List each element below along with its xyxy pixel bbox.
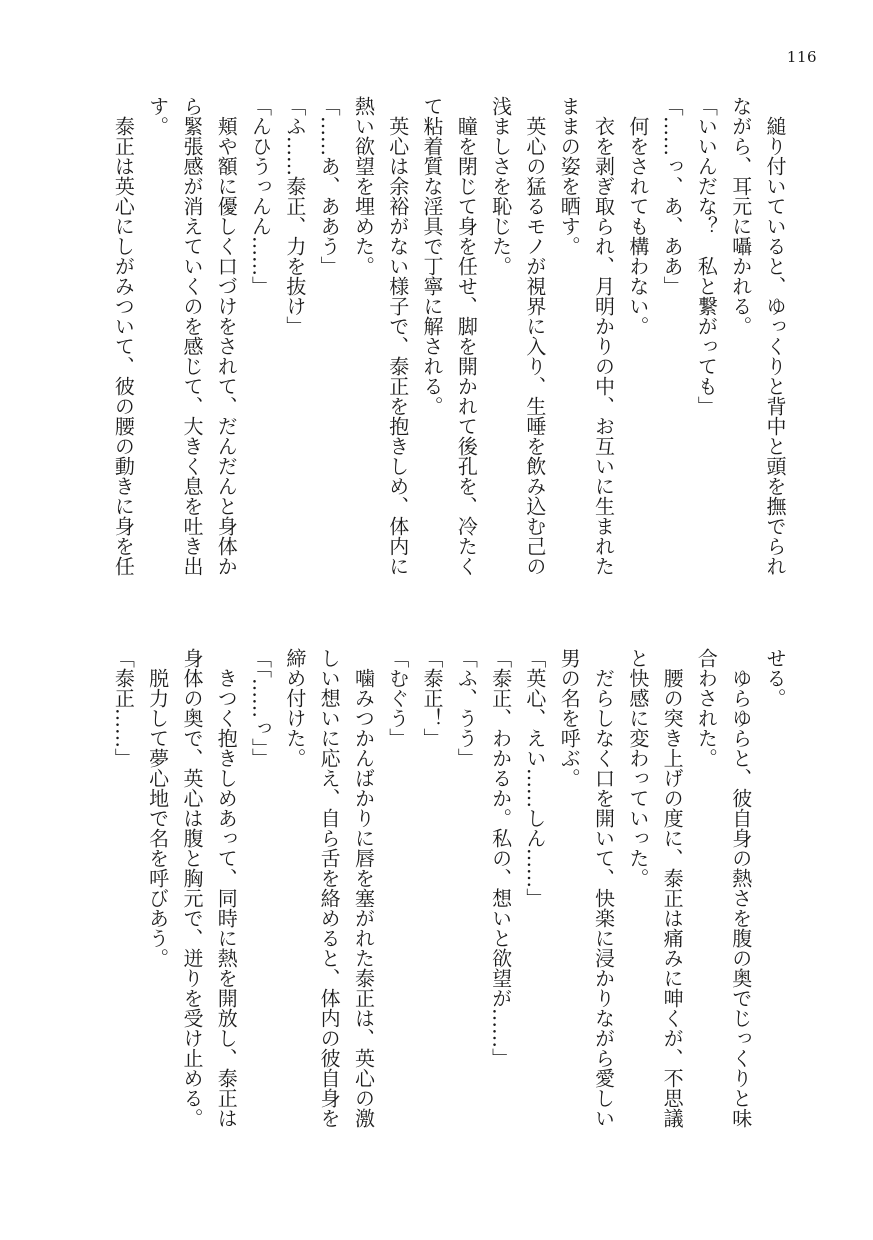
text-column: 衣を剥ぎ取られ、月明かりの中、お互いに生まれた xyxy=(591,96,616,576)
text-column: ながら、耳元に囁かれる。 xyxy=(728,96,753,336)
text-column: 浅ましさを恥じた。 xyxy=(488,96,513,276)
text-column: 「泰正！」 xyxy=(420,648,445,748)
text-column: 合わされた。 xyxy=(694,648,719,768)
text-column: 英心の猛るモノが視界に入り、生唾を飲み込む己の xyxy=(522,96,547,576)
text-column: 噛みつかんばかりに唇を塞がれた泰正は、英心の激 xyxy=(351,648,376,1128)
text-column: 「んひうっんん……」 xyxy=(248,96,273,296)
text-column: 男の名を呼ぶ。 xyxy=(557,648,582,788)
text-column: せる。 xyxy=(763,648,787,708)
text-column: しい想いに応え、自ら舌を絡めると、体内の彼自身を xyxy=(317,648,342,1128)
text-column: 「「……っ」」 xyxy=(248,648,273,768)
text-column: 瞳を閉じて身を任せ、脚を開かれて後孔を、冷たく xyxy=(454,96,479,576)
text-column: 頬や額に優しく口づけをされて、だんだんと身体か xyxy=(214,96,239,576)
text-column: 「泰正、わかるか。私の、想いと欲望が……」 xyxy=(488,648,513,1068)
text-column: 何をされても構わない。 xyxy=(625,96,650,336)
text-column: す。 xyxy=(145,96,170,136)
lower-text-block xyxy=(106,648,792,1130)
text-column: ままの姿を晒す。 xyxy=(557,96,582,256)
text-column: 「むぐう」 xyxy=(385,648,410,748)
text-column: きつく抱きしめあって、同時に熱を開放し、泰正は xyxy=(214,648,239,1128)
text-column: 「泰正……」 xyxy=(111,648,136,768)
text-column: 身体の奥で、英心は腹と胸元で、迸りを受け止める。 xyxy=(179,648,204,1128)
text-column: 英心は余裕がない様子で、泰正を抱きしめ、体内に xyxy=(385,96,410,576)
text-column: と快感に変わっていった。 xyxy=(625,648,650,888)
text-column: 脱力して夢心地で名を呼びあう。 xyxy=(145,648,170,968)
text-column: 「……っ、あ、ああ」 xyxy=(660,96,685,296)
upper-text-block xyxy=(106,96,792,578)
text-column: 熱い欲望を埋めた。 xyxy=(351,96,376,276)
text-column: 泰正は英心にしがみついて、彼の腰の動きに身を任 xyxy=(111,96,136,576)
text-column: ゆらゆらと、彼自身の熱さを腹の奥でじっくりと味 xyxy=(728,648,753,1128)
text-column: 締め付けた。 xyxy=(282,648,307,768)
text-column: 「ふ……泰正、力を抜け」 xyxy=(282,96,307,336)
text-column: 「いいんだな？ 私と繋がっても」 xyxy=(694,96,719,416)
text-column: 縋り付いていると、ゆっくりと背中と頭を撫でられ xyxy=(763,96,787,576)
text-column: ら緊張感が消えていくのを感じて、大きく息を吐き出 xyxy=(179,96,204,576)
text-column: て粘着質な淫具で丁寧に解される。 xyxy=(420,96,445,416)
text-column: だらしなく口を開いて、快楽に浸かりながら愛しい xyxy=(591,648,616,1128)
text-column: 腰の突き上げの度に、泰正は痛みに呻くが、不思議 xyxy=(660,648,685,1128)
text-column: 「英心、えい……しん……」 xyxy=(522,648,547,908)
text-column: 「……あ、ああう」 xyxy=(317,96,342,276)
text-column: 「ふ、うう」 xyxy=(454,648,479,768)
page-number: 116 xyxy=(786,48,818,66)
